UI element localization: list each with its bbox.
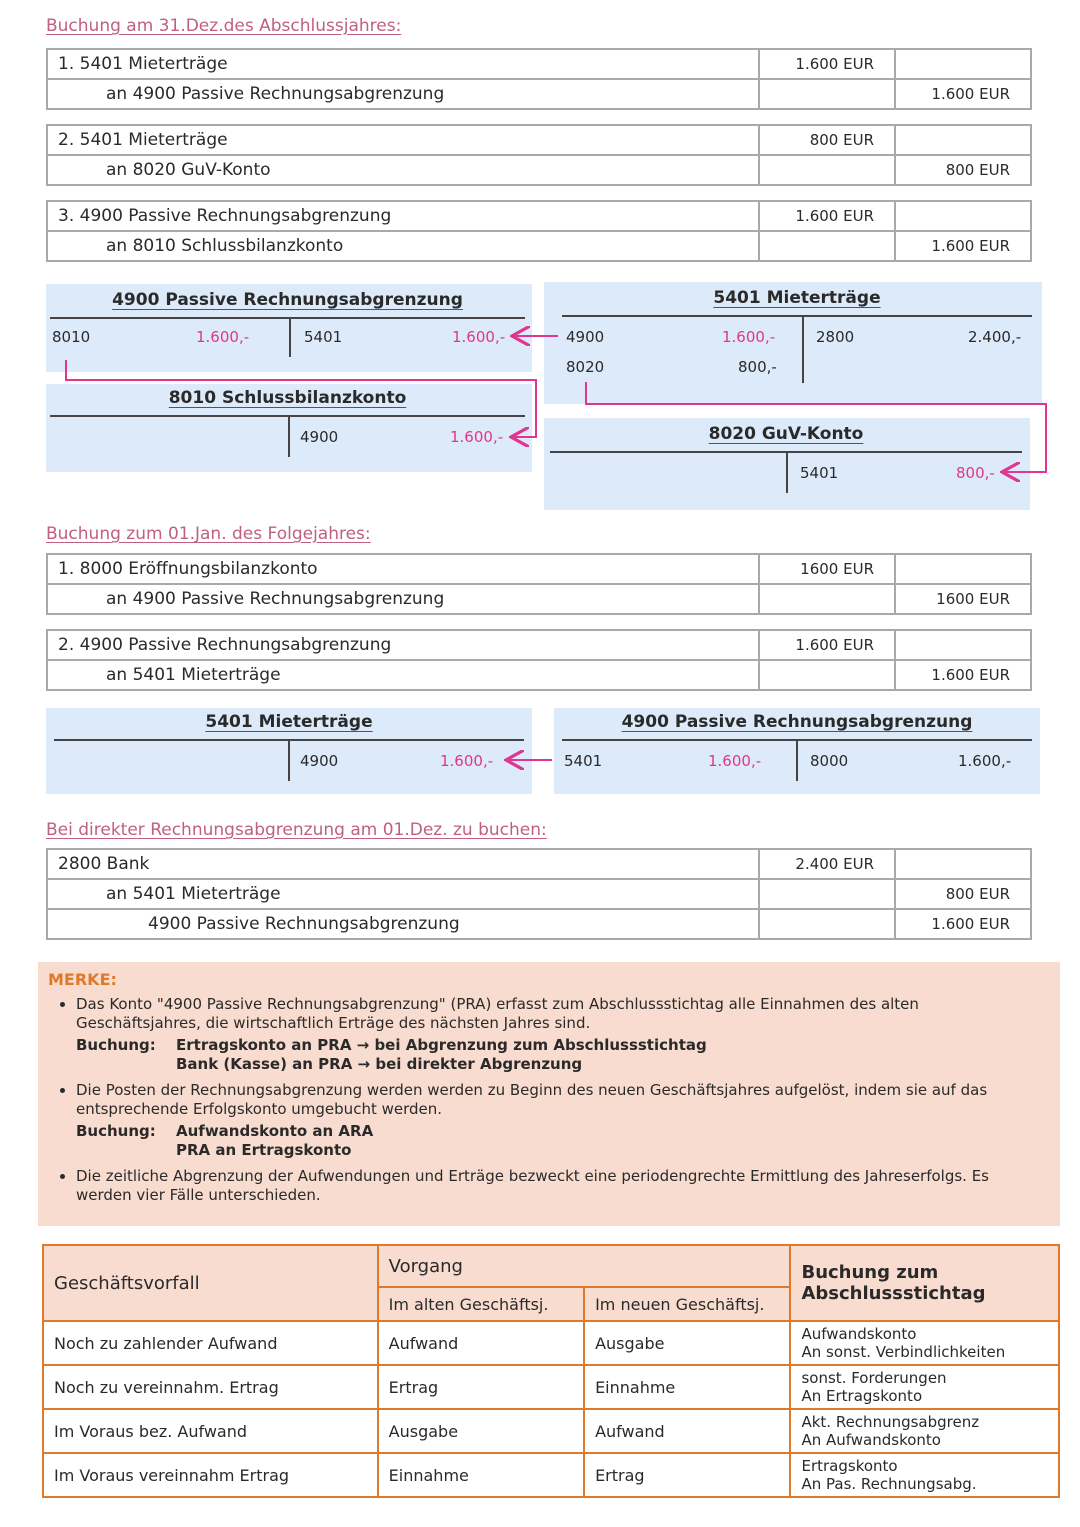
cell-buchung <box>790 1321 1059 1365</box>
cell-vorfall: Noch zu vereinnahm. Ertrag <box>43 1365 378 1409</box>
booking-credit-text: an 4900 Passive Rechnungsabgrenzung <box>47 584 759 614</box>
t-account-right-amount: 1.600,- <box>440 752 494 770</box>
booking-credit-amount: 800 EUR <box>895 155 1031 185</box>
booking-debit-amount: 1.600 EUR <box>759 201 895 231</box>
cell-buchung-line: An Aufwandskonto <box>801 1431 941 1449</box>
booking-debit-amount: 1.600 EUR <box>759 49 895 79</box>
header-alt: Im alten Geschäftsj. <box>378 1287 584 1321</box>
table-row <box>43 1409 1059 1453</box>
cell-buchung-line: Ertragskonto <box>801 1457 898 1475</box>
merke-bullet-1 <box>76 995 1046 1074</box>
section2-heading: Buchung zum 01.Jan. des Folgejahres: <box>46 524 371 544</box>
booking-debit-text: 1. 8000 Eröffnungsbilanzkonto <box>47 554 759 584</box>
cell-neu: Ausgabe <box>584 1321 790 1365</box>
booking-credit-text: an 8010 Schlussbilanzkonto <box>47 231 759 261</box>
t-account-left-amount: 1.600,- <box>722 328 776 346</box>
summary-table <box>42 1244 1060 1498</box>
booking-debit-amount: 1.600 EUR <box>759 630 895 660</box>
t-account-left-account: 4900 <box>566 328 605 346</box>
cell-buchung-line: Akt. Rechnungsabgrenz <box>801 1413 980 1431</box>
arrow-mieter-to-guv <box>586 382 1046 472</box>
cell-neu: Einnahme <box>584 1365 790 1409</box>
merke-booking-line: Aufwandskonto an ARA <box>176 1122 374 1140</box>
booking-debit-amount <box>759 909 895 939</box>
t-account-left-amount: 1.600,- <box>196 328 250 346</box>
t-account-left-amount: 1.600,- <box>708 752 762 770</box>
booking-debit-text: 3. 4900 Passive Rechnungsabgrenzung <box>47 201 759 231</box>
t-account-title: 8010 Schlussbilanzkonto <box>168 388 407 408</box>
cell-alt: Einnahme <box>378 1453 584 1497</box>
cell-buchung-line: An Ertragskonto <box>801 1387 923 1405</box>
t-account-left-amount: 800,- <box>738 358 777 376</box>
merke-bullet-text: Das Konto "4900 Passive Rechnungsabgrenzung" (PRA) erfasst zum Abschlussstichtag alle Einnahmen des alten Geschäftsjahres, die wirtschaftlich Erträge des nächsten Jahres sind. <box>76 995 919 1032</box>
merke-booking-line: PRA an Ertragskonto <box>176 1141 352 1159</box>
cell-alt: Ausgabe <box>378 1409 584 1453</box>
section3-heading: Bei direkter Rechnungsabgrenzung am 01.Dez. zu buchen: <box>46 820 547 840</box>
t-account-left-account: 5401 <box>564 752 603 770</box>
section1-heading: Buchung am 31.Dez.des Abschlussjahres: <box>46 16 402 36</box>
t-account-title: 8020 GuV-Konto <box>708 424 864 444</box>
t-account-left-account: 8010 <box>52 328 91 346</box>
booking-credit-text: an 8020 GuV-Konto <box>47 155 759 185</box>
header-buchung: Buchung zum Abschlussstichtag <box>790 1245 1059 1321</box>
cell-vorfall: Noch zu zahlender Aufwand <box>43 1321 378 1365</box>
cell-buchung-line: An Pas. Rechnungsabg. <box>801 1475 977 1493</box>
cell-alt: Ertrag <box>378 1365 584 1409</box>
t-account-right-account: 8000 <box>810 752 849 770</box>
table-row <box>43 1365 1059 1409</box>
arrow-pra-to-sbk <box>66 360 536 437</box>
booking-direct <box>46 848 1032 940</box>
booking-credit-amount: 1.600 EUR <box>895 79 1031 109</box>
t-account-right-amount: 1.600,- <box>452 328 506 346</box>
merke-bullet-text: Die Posten der Rechnungsabgrenzung werden werden zu Beginn des neuen Geschäftsjahres aufgelöst, indem sie auf das entsprechende Erfolgskonto umgebucht werden. <box>76 1081 988 1118</box>
booking-row-text: 2800 Bank <box>47 849 759 879</box>
cell-buchung-line: An sonst. Verbindlichkeiten <box>801 1343 1006 1361</box>
cell-vorfall: Im Voraus vereinnahm Ertrag <box>43 1453 378 1497</box>
booking-debit-amount: 1600 EUR <box>759 554 895 584</box>
t-account-title: 5401 Mieterträge <box>713 288 881 308</box>
cell-buchung-line: sonst. Forderungen <box>801 1369 947 1387</box>
cell-alt: Aufwand <box>378 1321 584 1365</box>
merke-booking-label: Buchung: <box>76 1122 156 1140</box>
cell-buchung <box>790 1409 1059 1453</box>
cell-vorfall: Im Voraus bez. Aufwand <box>43 1409 378 1453</box>
t-account-right-amount: 2.400,- <box>968 328 1022 346</box>
cell-neu: Aufwand <box>584 1409 790 1453</box>
t-account-right-account: 2800 <box>816 328 855 346</box>
cell-buchung-line: Aufwandskonto <box>801 1325 917 1343</box>
header-neu: Im neuen Geschäftsj. <box>584 1287 790 1321</box>
booking-debit-text: 2. 5401 Mieterträge <box>47 125 759 155</box>
booking-debit-amount: 2.400 EUR <box>759 849 895 879</box>
t-account-right-account: 5401 <box>304 328 343 346</box>
t-account-title: 5401 Mieterträge <box>205 712 373 732</box>
booking-credit-text: an 4900 Passive Rechnungsabgrenzung <box>47 79 759 109</box>
merke-booking-label: Buchung: <box>76 1036 156 1054</box>
merke-booking-line: Bank (Kasse) an PRA → bei direkter Abgrenzung <box>176 1055 583 1073</box>
cell-buchung <box>790 1365 1059 1409</box>
t-account-right-account: 5401 <box>800 464 839 482</box>
table-row <box>43 1321 1059 1365</box>
merke-booking-line: Ertragskonto an PRA → bei Abgrenzung zum Abschlussstichtag <box>176 1036 707 1054</box>
booking-row-text: an 5401 Mieterträge <box>47 879 759 909</box>
header-geschaeftsvorfall: Geschäftsvorfall <box>43 1245 378 1321</box>
booking-debit-amount <box>759 879 895 909</box>
t-account-right-account: 4900 <box>300 428 339 446</box>
merke-title: MERKE: <box>48 970 117 989</box>
t-account-right-amount: 1.600,- <box>450 428 504 446</box>
merke-bullet-2 <box>76 1081 1046 1160</box>
booking-credit-amount: 1.600 EUR <box>895 231 1031 261</box>
booking-credit-amount: 1.600 EUR <box>895 909 1031 939</box>
t-account-left-account: 8020 <box>566 358 605 376</box>
merke-bullet-text: Die zeitliche Abgrenzung der Aufwendungen und Erträge bezweckt eine periodengrechte Ermittlung des Jahreserfolgs. Es werden vier Fälle unterschieden. <box>76 1167 990 1204</box>
booking-credit-text: an 5401 Mieterträge <box>47 660 759 690</box>
booking-credit-amount <box>895 849 1031 879</box>
booking-debit-amount: 800 EUR <box>759 125 895 155</box>
merke-box <box>38 962 1060 1226</box>
cell-neu: Ertrag <box>584 1453 790 1497</box>
cell-buchung <box>790 1453 1059 1497</box>
table-row <box>43 1453 1059 1497</box>
t-account-title: 4900 Passive Rechnungsabgrenzung <box>112 290 463 310</box>
merke-bullet-3 <box>76 1167 1046 1205</box>
t-account-right-amount: 1.600,- <box>958 752 1012 770</box>
header-vorgang: Vorgang <box>378 1245 791 1287</box>
booking-debit-text: 2. 4900 Passive Rechnungsabgrenzung <box>47 630 759 660</box>
t-account-right-amount: 800,- <box>956 464 995 482</box>
booking-credit-amount: 1.600 EUR <box>895 660 1031 690</box>
t-account-title: 4900 Passive Rechnungsabgrenzung <box>621 712 973 732</box>
booking-row-text: 4900 Passive Rechnungsabgrenzung <box>47 909 759 939</box>
booking-credit-amount: 800 EUR <box>895 879 1031 909</box>
booking-credit-amount: 1600 EUR <box>895 584 1031 614</box>
booking-debit-text: 1. 5401 Mieterträge <box>47 49 759 79</box>
t-account-right-account: 4900 <box>300 752 339 770</box>
